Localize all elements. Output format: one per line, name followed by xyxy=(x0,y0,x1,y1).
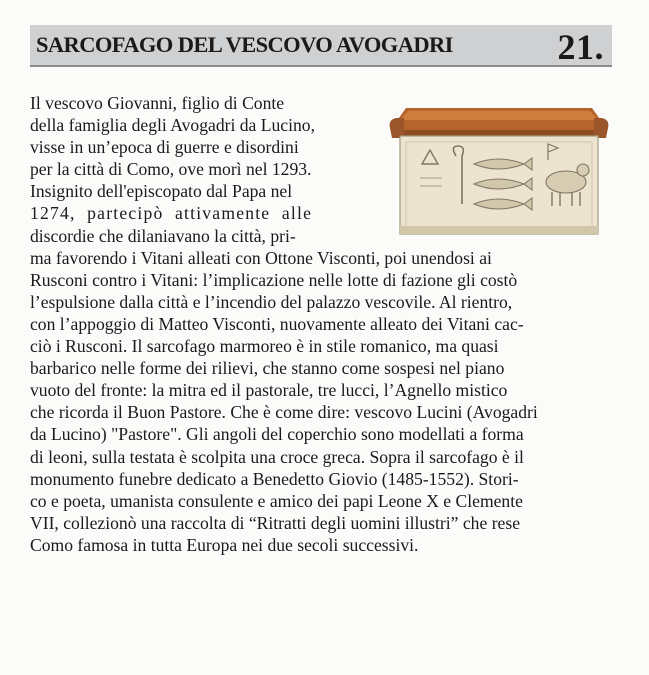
text-line: 1274, partecipò attivamente alle xyxy=(30,203,313,224)
text-line: ciò i Rusconi. Il sarcofago marmoreo è in stile romanico, ma quasi xyxy=(30,336,499,357)
text-line: di leoni, sulla testata è scolpita una croce greca. Sopra il sarcofago è il xyxy=(30,446,524,467)
text-line: discordie che dilaniavano la città, pri- xyxy=(30,225,296,246)
text-line: della famiglia degli Avogadri da Lucino, xyxy=(30,115,315,136)
article-body xyxy=(30,92,616,556)
text-line: monumento funebre dedicato a Benedetto Giovio (1485-1552). Stori- xyxy=(30,468,519,489)
text-line: l’espulsione dalla città e l’incendio del palazzo vescovile. Al rientro, xyxy=(30,291,513,312)
text-line: che ricorda il Buon Pastore. Che è come dire: vescovo Lucini (Avogadri xyxy=(30,402,538,423)
text-line: VII, collezionò una raccolta di “Ritratti degli uomini illustri” che rese xyxy=(30,512,521,533)
text-line: co e poeta, umanista consulente e amico dei papi Leone X e Clemente xyxy=(30,490,523,511)
article-title: SARCOFAGO DEL VESCOVO AVOGADRI xyxy=(36,32,453,57)
text-line: Como famosa in tutta Europa nei due secoli successivi. xyxy=(30,534,419,555)
article-number: 21. xyxy=(557,27,604,67)
text-line: ma favorendo i Vitani alleati con Ottone Visconti, poi unendosi ai xyxy=(30,247,492,268)
text-line: visse in un’epoca di guerre e disordini xyxy=(30,137,299,158)
title-bar xyxy=(30,25,612,67)
text-line: Insignito dell'episcopato dal Papa nel xyxy=(30,181,293,202)
text-line: Il vescovo Giovanni, figlio di Conte xyxy=(30,93,285,113)
text-line: barbarico nelle forme dei rilievi, che stanno come sospesi nel piano xyxy=(30,358,505,379)
text-line: con l’appoggio di Matteo Visconti, nuovamente alleato dei Vitani cac- xyxy=(30,313,524,334)
text-line: Rusconi contro i Vitani: l’implicazione nelle lotte di fazione gli costò xyxy=(30,269,518,290)
text-line: per la città di Como, ove morì nel 1293. xyxy=(30,159,312,180)
text-line: vuoto del fronte: la mitra ed il pastorale, tre lucci, l’Agnello mistico xyxy=(30,380,508,401)
text-line: da Lucino) "Pastore". Gli angoli del coperchio sono modellati a forma xyxy=(30,424,524,445)
